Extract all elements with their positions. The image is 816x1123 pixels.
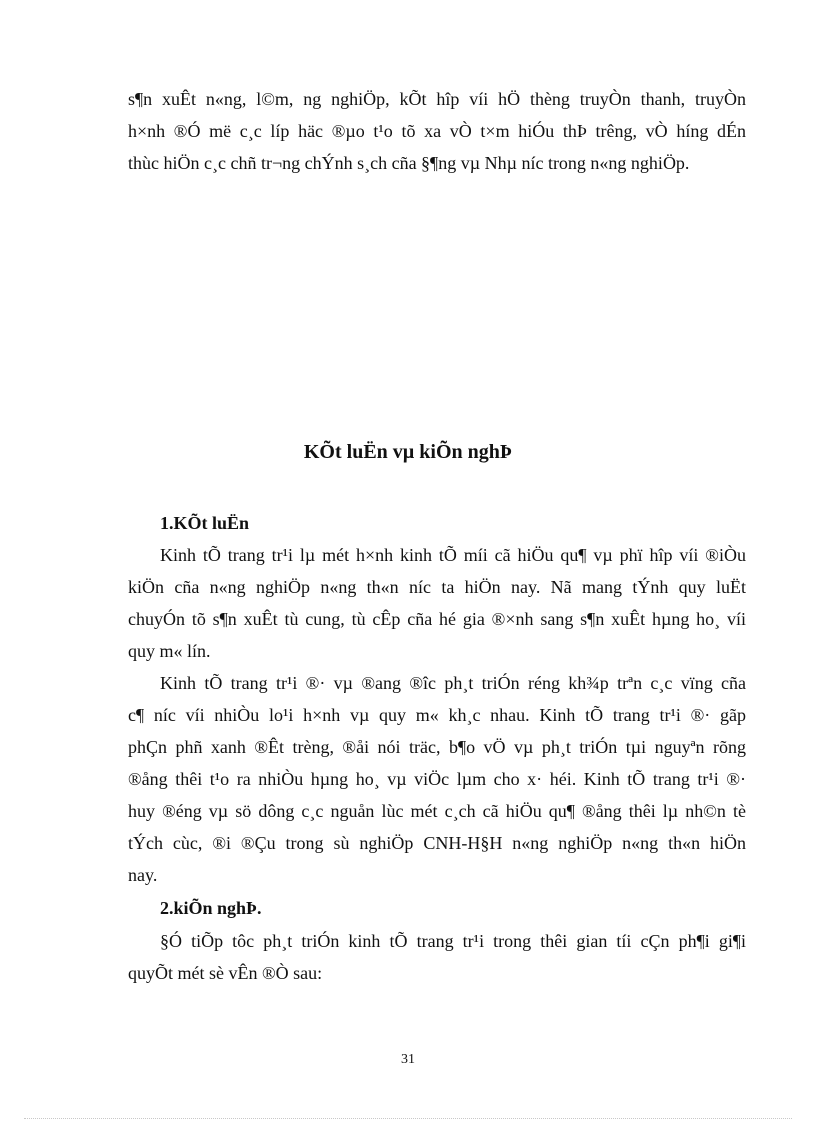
intro-line: s¶n xuÊt n«ng, l©m, ng nghiÖp, kÕt hîp víi hÖ thèng truyÒn thanh, truyÒn [128, 89, 746, 109]
recommendation-body [128, 925, 746, 989]
body-line: chuyÓn tõ s¶n xuÊt tù cung, tù cÊp cña hé gia ®×nh sang s¶n xuÊt hµng ho¸ víi [128, 609, 746, 629]
body-line: quyÕt mét sè vÊn ®Ò sau: [128, 963, 323, 983]
body-line: kiÖn cña n«ng nghiÖp n«ng th«n níc ta hiÖn nay. Nã mang tÝnh quy luËt [128, 577, 746, 597]
body-line: quy m« lín. [128, 641, 211, 661]
body-line: phÇn phñ xanh ®Êt trèng, ®åi nói träc, b¶o vÖ vµ ph¸t triÓn tµi nguyªn rõng [128, 737, 746, 757]
page-bottom-divider [24, 1118, 792, 1119]
conclusion-body [128, 539, 746, 891]
page-number: 31 [401, 1052, 415, 1067]
chapter-heading: KÕt luËn vµ kiÕn nghÞ [303, 441, 513, 463]
section-title-conclusion: 1.KÕt luËn [160, 513, 250, 533]
body-line: tÝch cùc, ®i ®Çu trong sù nghiÖp CNH-H§H n«ng nghiÖp n«ng th«n hiÖn [128, 833, 746, 853]
intro-paragraph [128, 83, 746, 179]
section-title-recommendation: 2.kiÕn nghÞ. [160, 898, 262, 918]
body-line: nay. [128, 865, 158, 885]
intro-line: thùc hiÖn c¸c chñ tr¬ng chÝnh s¸ch cña §¶ng vµ Nhµ níc trong n«ng nghiÖp. [128, 153, 690, 173]
body-line: §Ó tiÕp tôc ph¸t triÓn kinh tÕ trang tr¹i trong thêi gian tíi cÇn ph¶i gi¶i [160, 931, 746, 951]
intro-line: h×nh ®Ó më c¸c líp häc ®µo t¹o tõ xa vÒ t×m hiÓu thÞ trêng, vÒ híng dÉn [128, 121, 746, 141]
body-line: Kinh tÕ trang tr¹i lµ mét h×nh kinh tÕ míi cã hiÖu qu¶ vµ phï hîp víi ®iÒu [160, 545, 746, 565]
body-line: c¶ níc víi nhiÒu lo¹i h×nh vµ quy m« kh¸c nhau. Kinh tÕ trang tr¹i ®· gãp [128, 705, 746, 725]
body-line: Kinh tÕ trang tr¹i ®· vµ ®ang ®îc ph¸t triÓn réng kh¾p trªn c¸c vïng cña [160, 673, 746, 693]
body-line: huy ®éng vµ sö dông c¸c nguån lùc mét c¸ch cã hiÖu qu¶ ®ång thêi lµ nh©n tè [128, 801, 746, 821]
body-line: ®ång thêi t¹o ra nhiÒu hµng ho¸ vµ viÖc lµm cho x· héi. Kinh tÕ trang tr¹i ®· [128, 769, 746, 789]
